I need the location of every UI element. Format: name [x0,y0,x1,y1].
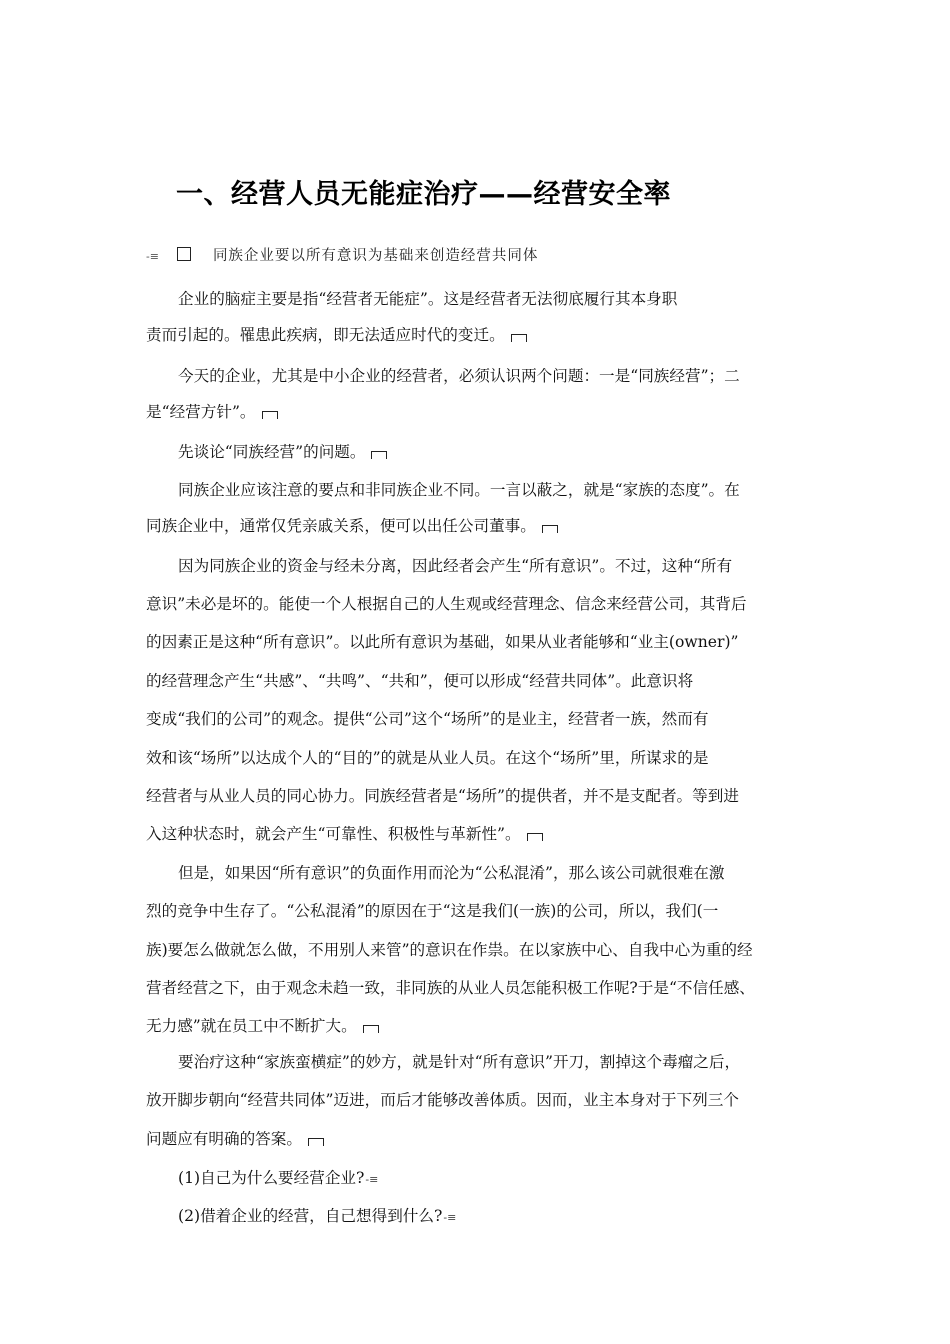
line-text: 责而引起的。罹患此疾病，即无法适应时代的变迁。 [146,326,505,344]
line-text: 同族企业中，通常仅凭亲戚关系，便可以出任公司董事。 [146,517,536,535]
line-text: 族)要怎么做就怎么做，不用别人来管”的意识在作祟。在以家族中心、自我中心为重的经 [146,941,753,959]
line-text: 同族企业应该注意的要点和非同族企业不同。一言以蔽之，就是“家族的态度”。在 [178,481,740,499]
paragraph-line [146,901,718,921]
line-text: 的因素正是这种“所有意识”。以此所有意识为基础，如果从业者能够和“业主(owner)” [146,633,739,651]
checkbox-icon [177,247,191,261]
paragraph-mark-icon [371,451,387,459]
line-text: 是“经营方针”。 [146,403,256,421]
line-text: 企业的脑症主要是指“经营者无能症”。这是经营者无法彻底履行其本身职 [178,290,678,308]
paragraph-mark-icon [308,1138,324,1146]
line-text: 经营者与从业人员的同心协力。同族经营者是“场所”的提供者，并不是支配者。等到进 [146,787,739,805]
line-text: 要治疗这种“家族蛮横症”的妙方，就是针对“所有意识”开刀，割掉这个毒瘤之后， [178,1053,741,1071]
paragraph-mark-icon [527,833,543,841]
line-text: 放开脚步朝向“经营共同体”迈进，而后才能够改善体质。因而，业主本身对于下列三个 [146,1091,739,1109]
paragraph-line [146,709,708,729]
line-text: (2)借着企业的经营，自己想得到什么? [178,1207,443,1225]
paragraph-line [146,325,527,345]
paragraph-line [146,1090,739,1110]
paragraph-line [146,594,747,614]
line-end-mark: -≡ [365,1173,379,1186]
line-text: 无力感”就在员工中不断扩大。 [146,1017,357,1035]
paragraph-line [178,480,740,500]
line-text: 效和该“场所”以达成个人的“目的”的就是从业人员。在这个“场所”里，所谋求的是 [146,749,709,767]
paragraph-mark-icon [363,1025,379,1033]
paragraph-line [146,786,739,806]
line-text: (1)自己为什么要经营企业? [178,1169,365,1187]
paragraph-line [146,516,558,536]
document-title: 一、经营人员无能症治疗——经营安全率 [176,179,671,210]
paragraph-line [178,556,732,576]
line-text: 的经营理念产生“共感”、“共鸣”、“共和”，便可以形成“经营共同体”。此意识将 [146,672,694,690]
section-subheading [146,244,538,265]
paragraph-mark-icon [542,525,558,533]
line-text: 今天的企业，尤其是中小企业的经营者，必须认识两个问题：一是“同族经营”；二 [178,367,740,385]
paragraph-line [178,863,724,883]
paragraph-line [146,824,543,844]
paragraph-line [146,632,739,652]
line-text: 但是，如果因“所有意识”的负面作用而沦为“公私混淆”，那么该公司就很难在激 [178,864,725,882]
paragraph-line [146,1129,324,1149]
paragraph-mark-icon [262,411,278,419]
list-item [178,1206,456,1228]
line-text: 因为同族企业的资金与经未分离，因此经者会产生“所有意识”。不过，这种“所有 [178,557,733,575]
subheading-text: 同族企业要以所有意识为基础来创造经营共同体 [212,248,539,264]
paragraph-line [146,978,755,998]
paragraph-line [146,748,708,768]
paragraph-line [178,1052,740,1072]
line-end-mark: -≡ [443,1211,457,1224]
line-text: 意识”未必是坏的。能使一个人根据自己的人生观或经营理念、信念来经营公司，其背后 [146,595,747,613]
heading-mark: -≡ [146,250,159,263]
paragraph-line [146,402,278,422]
line-text: 先谈论“同族经营”的问题。 [178,443,366,461]
list-item [178,1168,378,1190]
line-text: 烈的竞争中生存了。“公私混淆”的原因在于“这是我们(一族)的公司，所以，我们(一 [146,902,719,920]
paragraph-line [146,1016,379,1036]
line-text: 问题应有明确的答案。 [146,1130,302,1148]
line-text: 入这种状态时，就会产生“可靠性、积极性与革新性”。 [146,825,521,843]
paragraph-line [178,442,387,462]
line-text: 营者经营之下，由于观念未趋一致，非同族的从业人员怎能积极工作呢?于是“不信任感、 [146,979,755,997]
paragraph-line [146,940,753,960]
paragraph-line [178,289,677,309]
paragraph-line [146,671,693,691]
paragraph-line [178,366,740,386]
line-text: 变成“我们的公司”的观念。提供“公司”这个“场所”的是业主，经营者一族，然而有 [146,710,709,728]
paragraph-mark-icon [511,334,527,342]
